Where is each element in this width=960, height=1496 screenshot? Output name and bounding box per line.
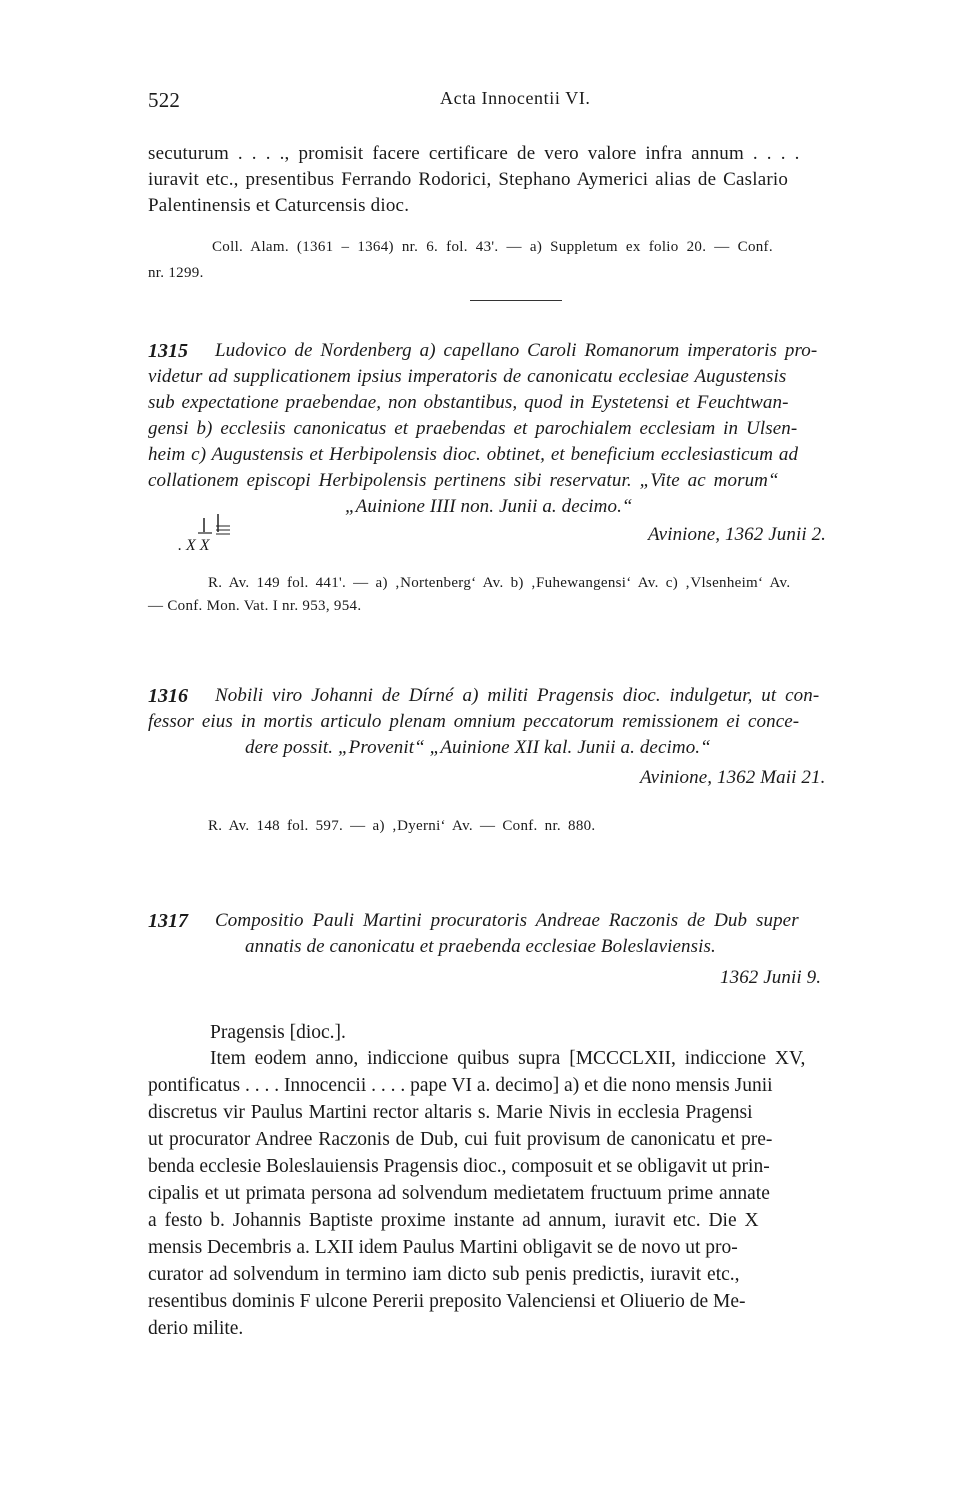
entry-1315-line-2: videtur ad supplicationem ipsius imperatoris de canonicatu ecclesiae Augustensis [148,366,787,387]
entry-1316-place-date: Avinione, 1362 Maii 21. [640,767,826,788]
entry-1317-date: 1362 Junii 9. [720,967,822,988]
entry-1316-line-1: Nobili viro Johanni de Dírné a) militi Pragensis dioc. indulgetur, ut con- [215,685,820,706]
intro-line-3: Palentinensis et Caturcensis dioc. [148,195,410,216]
entry-1315-line-4: gensi b) ecclesiis canonicatus et praebendas et parochialem ecclesiam in Ulsen- [148,418,798,439]
entry-number-1316: 1316 [148,685,188,707]
entry-1317-body-line-11: derio milite. [148,1318,244,1339]
intro-note-line-1: Coll. Alam. (1361 – 1364) nr. 6. fol. 43'. — a) Suppletum ex folio 20. — Conf. [212,239,773,255]
intro-note-line-2: nr. 1299. [148,265,204,281]
entry-1316-line-3: dere possit. „Provenit“ „Auinione XII kal. Junii a. decimo.“ [245,737,711,758]
intro-line-2: iuravit etc., presentibus Ferrando Rodorici, Stephano Aymerici alias de Caslario [148,169,789,190]
page-number: 522 [148,88,181,112]
entry-1315-line-7: „Auinione IIII non. Junii a. decimo.“ [345,496,633,517]
entry-1315-line-1: Ludovico de Nordenberg a) capellano Caroli Romanorum imperatoris pro- [215,340,818,361]
entry-1316-line-2: fessor eius in mortis articulo plenam omnium peccatorum remissionem ei conce- [148,711,800,732]
entry-1315-place-date: Avinione, 1362 Junii 2. [648,524,827,545]
entry-1317-body-line-7: a festo b. Johannis Baptiste proxime instante ad annum, iuravit etc. Die X [148,1210,759,1231]
entry-1317-line-1: Compositio Pauli Martini procuratoris Andreae Raczonis de Dub super [215,910,799,931]
entry-1317-body-line-1: Item eodem anno, indiccione quibus supra [MCCCLXII, indiccione XV, [210,1048,806,1069]
entry-1317-body-line-4: ut procurator Andree Raczonis de Dub, cui fuit provisum de canonicatu et pre- [148,1129,773,1150]
entry-1315-line-3: sub expectatione praebendae, non obstantibus, quod in Eystetensi et Feuchtwan- [148,392,789,413]
separator-rule [470,300,562,301]
entry-number-1315: 1315 [148,340,188,362]
entry-1317-line-2: annatis de canonicatu et praebenda ecclesiae Boleslaviensis. [245,936,716,957]
entry-1317-body-line-3: discretus vir Paulus Martini rector altaris s. Marie Nivis in ecclesia Pragensi [148,1102,753,1123]
entry-1315-line-6: collationem episcopi Herbipolensis pertinens sibi reservatur. „Vite ac morum“ [148,470,779,491]
intro-line-1: secuturum . . . ., promisit facere certificare de vero valore infra annum . . . . [148,143,800,164]
entry-1317-body-line-8: mensis Decembris a. LXII idem Paulus Martini obligavit se de novo ut pro- [148,1237,738,1258]
entry-number-1317: 1317 [148,910,188,932]
signature-mark-strokes [196,514,236,538]
entry-1317-heading: Pragensis [dioc.]. [210,1022,346,1043]
signature-mark: . X X [178,537,210,554]
running-title: Acta Innocentii VI. [440,88,591,108]
entry-1317-body-line-5: benda ecclesie Boleslauiensis Pragensis dioc., composuit et se obligavit ut prin- [148,1156,770,1177]
entry-1317-body-line-10: resentibus dominis F ulcone Pererii preposito Valenciensi et Oliuerio de Me- [148,1291,746,1312]
entry-1316-note-line-1: R. Av. 148 fol. 597. — a) ‚Dyerni‘ Av. — Conf. nr. 880. [208,818,596,834]
entry-1317-body-line-6: cipalis et ut primata persona ad solvendum medietatem fructuum prime annate [148,1183,770,1204]
entry-1315-line-5: heim c) Augustensis et Herbipolensis dioc. obtinet, et beneficium ecclesiasticum ad [148,444,799,465]
entry-1317-body-line-9: curator ad solvendum in termino iam dicto sub penis predictis, iuravit etc., [148,1264,740,1285]
entry-1317-body-line-2: pontificatus . . . . Innocencii . . . . pape VI a. decimo] a) et die nono mensis Junii [148,1075,773,1096]
entry-1315-note-line-1: R. Av. 149 fol. 441'. — a) ‚Nortenberg‘ Av. b) ‚Fuhewangensi‘ Av. c) ‚Vlsenheim‘ Av. [208,575,791,591]
entry-1315-note-line-2: — Conf. Mon. Vat. I nr. 953, 954. [148,598,362,614]
